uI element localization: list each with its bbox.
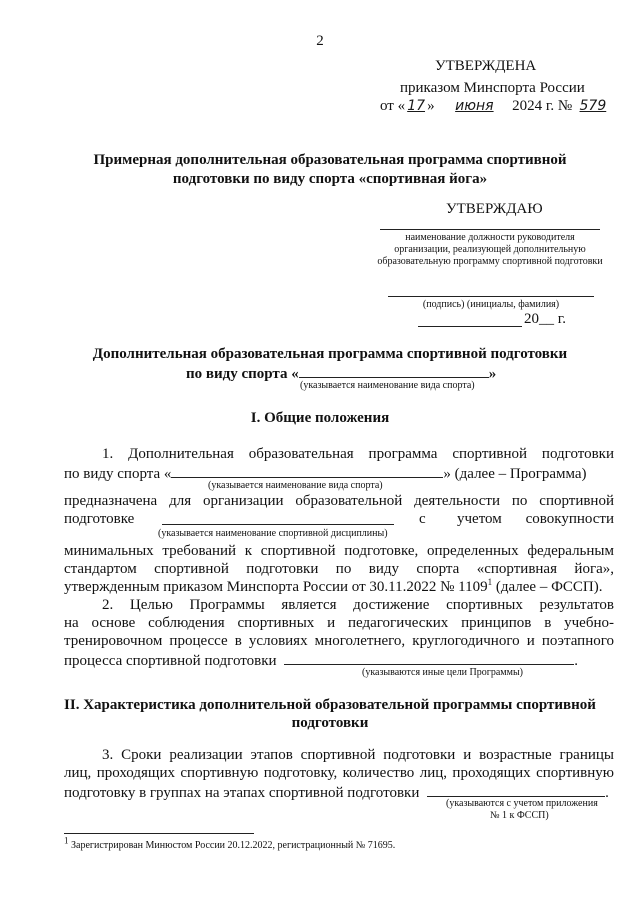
p2-goals-blank bbox=[284, 650, 574, 665]
p1-caption-sport: (указывается наименование вида спорта) bbox=[208, 480, 383, 491]
p1-line-6: стандартом спортивной подготовки по виду спорта «спортивная йога», bbox=[64, 561, 614, 577]
p1-line-2-prefix: по виду спорта « bbox=[64, 466, 172, 482]
position-line bbox=[380, 229, 600, 230]
p3-line-3-prefix: подготовку в группах на этапах спортивной подготовки bbox=[64, 785, 420, 801]
p1-line-7-suffix: (далее – ФССП). bbox=[492, 579, 603, 595]
p1-line-4 bbox=[64, 510, 614, 528]
subtitle-prefix: по виду спорта « bbox=[186, 366, 299, 382]
approval-title: УТВЕРЖДЕНА bbox=[435, 58, 537, 74]
p2-line-4-prefix: процесса спортивной подготовки bbox=[64, 653, 277, 669]
p2-line-1: 2. Целью Программы является достижение спортивных результатов bbox=[102, 597, 614, 613]
subtitle-line-1: Дополнительная образовательная программа спортивной подготовки bbox=[92, 346, 568, 362]
approve-title: УТВЕРЖДАЮ bbox=[446, 201, 543, 217]
approval-month-handwritten: июня bbox=[455, 98, 494, 114]
p3-caption-1: (указываются с учетом приложения bbox=[446, 798, 598, 809]
p1-line-7-prefix: утвержденным приказом Минспорта России от 30.11.2022 № 1109 bbox=[64, 579, 488, 595]
section-1-heading: I. Общие положения bbox=[250, 410, 390, 426]
subtitle-caption: (указывается наименование вида спорта) bbox=[300, 380, 475, 391]
footnote-reference: 1 bbox=[487, 577, 493, 587]
p3-line-2: лиц, проходящих спортивную подготовку, количество лиц, проходящих спортивную bbox=[64, 765, 614, 781]
footnote-mark: 1 bbox=[64, 835, 69, 846]
p1-line-4-mid: с bbox=[419, 511, 426, 527]
footnote bbox=[64, 835, 396, 852]
p2-line-3: тренировочном процессе в условиях многолетнего, круглогодичного и поэтапного bbox=[64, 633, 614, 649]
program-title-line-2: подготовки по виду спорта «спортивная йога» bbox=[172, 171, 488, 187]
p2-line-2: на основе соблюдения спортивных и педагогических принципов в учебно- bbox=[64, 615, 614, 631]
p1-line-3: предназначена для организации образовательной деятельности по спортивной bbox=[64, 493, 614, 509]
p1-discipline-blank bbox=[162, 510, 394, 525]
approve-year: 20__ г. bbox=[524, 311, 566, 327]
p3-line-1: 3. Сроки реализации этапов спортивной подготовки и возрастные границы bbox=[102, 747, 614, 763]
p1-caption-discipline: (указывается наименование спортивной дисциплины) bbox=[158, 528, 388, 539]
p1-line-5: минимальных требований к спортивной подготовке, определенных федеральным bbox=[64, 543, 614, 559]
p3-caption-2: № 1 к ФССП) bbox=[490, 810, 549, 821]
approval-day-handwritten: 17 bbox=[407, 98, 426, 114]
p1-line-1: 1. Дополнительная образовательная программа спортивной подготовки bbox=[102, 446, 614, 462]
approval-date-mid: » bbox=[427, 98, 435, 114]
section-2-heading-line-2: подготовки bbox=[291, 715, 369, 731]
approval-date-prefix: от « bbox=[380, 98, 406, 114]
approval-order: приказом Минспорта России bbox=[400, 80, 585, 96]
p3-blank bbox=[427, 782, 605, 797]
page-number: 2 bbox=[316, 33, 324, 49]
p1-line-4-word-2: совокупности bbox=[525, 511, 614, 527]
signature-line bbox=[388, 296, 594, 297]
p2-line-4-suffix: . bbox=[574, 653, 579, 669]
sport-name-blank bbox=[299, 363, 489, 378]
approve-caption-2: организации, реализующей дополнительную bbox=[394, 244, 586, 255]
p1-line-4-word-1: учетом bbox=[457, 511, 502, 527]
p1-sport-blank bbox=[171, 463, 443, 478]
approval-year: 2024 г. № bbox=[512, 98, 573, 114]
approval-date bbox=[380, 97, 610, 115]
p1-line-4-prefix: подготовке bbox=[64, 511, 135, 527]
p3-line-3-suffix: . bbox=[605, 785, 609, 801]
p2-caption: (указываются иные цели Программы) bbox=[362, 667, 524, 678]
date-line bbox=[418, 326, 522, 327]
approval-number-handwritten: 579 bbox=[579, 98, 607, 114]
footnote-separator bbox=[64, 833, 254, 834]
approve-caption-1: наименование должности руководителя bbox=[405, 232, 575, 243]
approve-caption-3: образовательную программу спортивной подготовки bbox=[377, 256, 603, 267]
subtitle-suffix: » bbox=[488, 366, 497, 382]
p1-line-2-suffix: » (далее – Программа) bbox=[443, 466, 587, 482]
footnote-text: Зарегистрирован Минюстом России 20.12.2022, регистрационный № 71695. bbox=[68, 840, 396, 851]
p1-line-7 bbox=[64, 578, 603, 596]
section-2-heading-line-1: II. Характеристика дополнительной образовательной программы спортивной bbox=[64, 697, 596, 713]
program-title-line-1: Примерная дополнительная образовательная программа спортивной bbox=[93, 152, 567, 168]
signature-caption: (подпись) (инициалы, фамилия) bbox=[422, 299, 560, 310]
